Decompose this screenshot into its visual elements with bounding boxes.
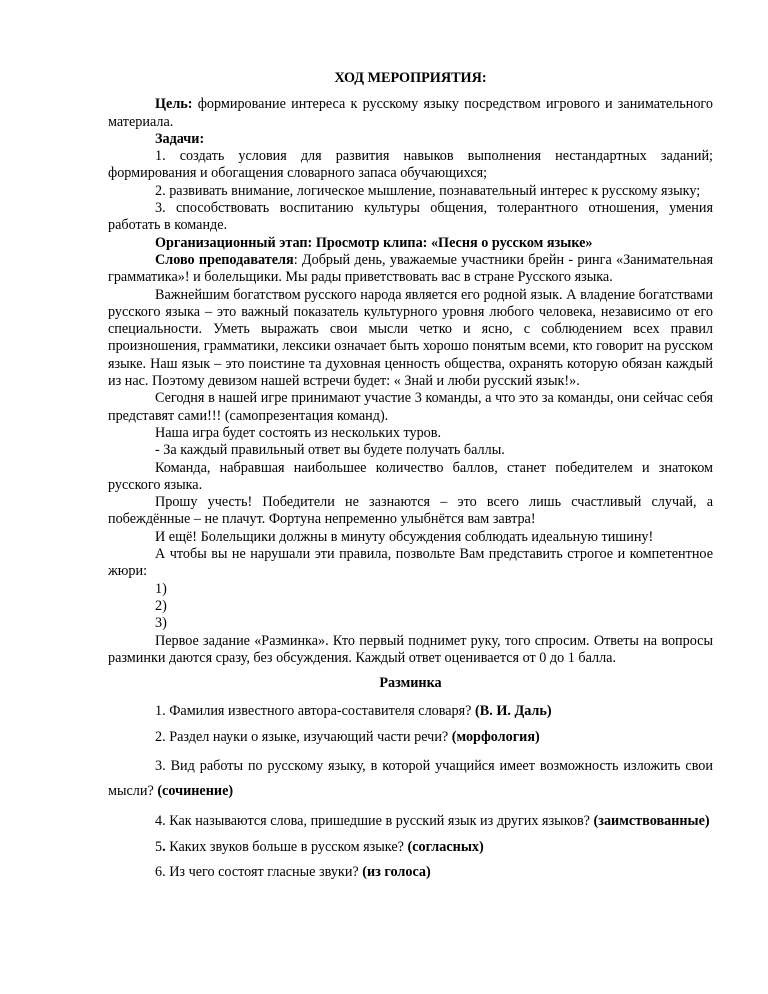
task-item: 2. развивать внимание, логическое мышление, познавательный интерес к русскому языку; bbox=[155, 182, 701, 199]
org-stage-heading: Организационный этап: Просмотр клипа: «Песня о русском языке» bbox=[155, 234, 593, 251]
body-paragraph: А чтобы вы не нарушали эти правила, позвольте Вам представить строгое и компетентное жюри: bbox=[108, 546, 713, 580]
question-text: 4. Как называются слова, пришедшие в русский язык из других языков? bbox=[155, 812, 594, 829]
goal-label: Цель: bbox=[155, 96, 193, 113]
question-text: 2. Раздел науки о языке, изучающий части речи? bbox=[155, 728, 452, 745]
warmup-question bbox=[108, 839, 713, 856]
body-paragraph: Наша игра будет состоять из нескольких туров. bbox=[155, 424, 441, 441]
question-text: Каких звуков больше в русском языке? bbox=[165, 838, 408, 855]
teacher-paragraph bbox=[108, 252, 713, 287]
question-text: 6. Из чего состоят гласные звуки? bbox=[155, 864, 363, 881]
question-answer: (заимствованные) bbox=[593, 812, 710, 829]
teacher-text: : Добрый день, уважаемые участники брейн - ринга «Занимательная грамматика»! и болельщики. Мы рады приветствовать вас в стране Русского языка. bbox=[108, 251, 713, 286]
jury-item: 2) bbox=[155, 597, 167, 614]
question-answer: (В. И. Даль) bbox=[475, 703, 552, 720]
body-paragraph: Прошу учесть! Победители не зазнаются – это всего лишь счастливый случай, а побеждённые – не плачут. Фортуна непременно улыбнётся вам завтра! bbox=[108, 494, 713, 528]
question-answer: (морфология) bbox=[451, 728, 540, 745]
jury-item: 3) bbox=[155, 615, 167, 632]
document-page bbox=[108, 70, 713, 890]
question-text: 1. Фамилия известного автора-составителя словаря? bbox=[155, 703, 476, 720]
warmup-heading: Разминка bbox=[379, 675, 442, 692]
goal-text: формирование интереса к русскому языку посредством игрового и занимательного материала. bbox=[108, 96, 713, 130]
question-number: 5 bbox=[155, 838, 163, 855]
task-item: 1. создать условия для развития навыков выполнения нестандартных заданий; формирования и обогащения словарного запаса обучающихся; bbox=[108, 148, 713, 182]
body-paragraph: Важнейшим богатством русского народа является его родной язык. А владение богатствами русского языка – это важный показатель культурного уровня любого человека, независимо от его специальности. Уметь выражать свои мысли четко и ясно, с соблюдением всех правил произношения, грамматики, лексики означает быть хорошо понятым всеми, кто говорит на русском языке. Наш язык – это поистине та духовная ценность общества, охранять которую обязан каждый из нас. Поэтому девизом нашей встречи будет: « Знай и люби русский язык!». bbox=[108, 286, 713, 390]
question-dot: . bbox=[162, 838, 166, 855]
teacher-label: Слово преподавателя bbox=[155, 251, 294, 268]
warmup-question bbox=[108, 809, 713, 834]
body-paragraph: - За каждый правильный ответ вы будете получать баллы. bbox=[155, 442, 505, 459]
tasks-label: Задачи: bbox=[155, 130, 205, 147]
jury-item: 1) bbox=[155, 580, 167, 597]
question-text: 3. Вид работы по русскому языку, в которой учащийся имеет возможность изложить свои мысли? bbox=[108, 757, 713, 799]
page-title: ХОД МЕРОПРИЯТИЯ: bbox=[334, 70, 487, 86]
question-answer: (согласных) bbox=[407, 838, 484, 855]
question-answer: (сочинение) bbox=[157, 782, 234, 799]
body-paragraph: Первое задание «Разминка». Кто первый поднимет руку, того спросим. Ответы на вопросы разминки даются сразу, без обсуждения. Каждый ответ оценивается от 0 до 1 балла. bbox=[108, 632, 713, 666]
warmup-question bbox=[108, 703, 713, 720]
body-paragraph: И ещё! Болельщики должны в минуту обсуждения соблюдать идеальную тишину! bbox=[155, 528, 654, 545]
task-item: 3. способствовать воспитанию культуры общения, толерантного отношения, умения работать в команде. bbox=[108, 200, 713, 234]
warmup-question bbox=[108, 729, 713, 746]
question-answer: (из голоса) bbox=[362, 864, 431, 881]
goal-paragraph bbox=[108, 96, 713, 131]
body-paragraph: Сегодня в нашей игре принимают участие 3 команды, а что это за команды, они сейчас себя представят сами!!! (самопрезентация команд). bbox=[108, 390, 713, 424]
warmup-question bbox=[108, 754, 713, 804]
body-paragraph: Команда, набравшая наибольшее количество баллов, станет победителем и знатоком русского языка. bbox=[108, 459, 713, 493]
warmup-question bbox=[108, 864, 713, 881]
